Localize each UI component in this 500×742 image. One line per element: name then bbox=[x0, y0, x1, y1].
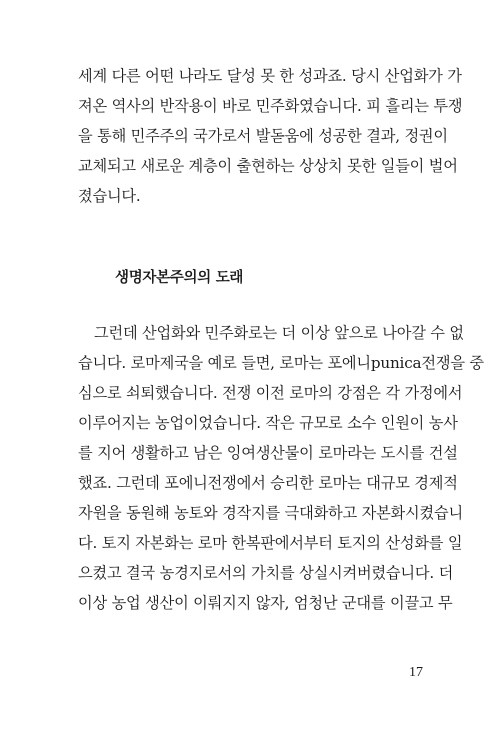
paragraph-1-line-1: 세계 다른 어떤 나라도 달성 못 한 성과죠. 당시 산업화가 가 bbox=[78, 67, 462, 85]
paragraph-1-line-4: 교체되고 새로운 계층이 출현하는 상상치 못한 일들이 벌어 bbox=[78, 157, 458, 175]
paragraph-2-line-10: 이상 농업 생산이 이뤄지지 않자, 엄청난 군대를 이끌고 무 bbox=[78, 594, 453, 612]
paragraph-2-line-2: 습니다. 로마제국을 예로 들면, 로마는 포에니punica전쟁을 중 bbox=[78, 354, 484, 372]
paragraph-1-line-2: 져온 역사의 반작용이 바로 민주화였습니다. 피 흘리는 투쟁 bbox=[78, 97, 463, 115]
section-heading: 생명자본주의의 도래 bbox=[115, 270, 244, 286]
paragraph-2-line-3: 심으로 쇠퇴했습니다. 전쟁 이전 로마의 강점은 각 가정에서 bbox=[78, 384, 463, 402]
paragraph-2-line-4: 이루어지는 농업이었습니다. 작은 규모로 소수 인원이 농사 bbox=[78, 414, 458, 432]
paragraph-1-line-5: 졌습니다. bbox=[78, 187, 141, 205]
page-number: 17 bbox=[409, 665, 423, 680]
paragraph-1-line-3: 을 통해 민주주의 국가로서 발돋움에 성공한 결과, 정권이 bbox=[78, 127, 448, 145]
paragraph-2-line-7: 자원을 동원해 농토와 경작지를 극대화하고 자본화시켰습니 bbox=[78, 504, 463, 522]
paragraph-2-line-1: 그런데 산업화와 민주화로는 더 이상 앞으로 나아갈 수 없 bbox=[94, 324, 464, 342]
paragraph-2-line-6: 했죠. 그런데 포에니전쟁에서 승리한 로마는 대규모 경제적 bbox=[78, 474, 458, 492]
paragraph-2-line-9: 으켰고 결국 농경지로서의 가치를 상실시켜버렸습니다. 더 bbox=[78, 564, 454, 582]
paragraph-2-line-8: 다. 토지 자본화는 로마 한복판에서부터 토지의 산성화를 일 bbox=[78, 534, 463, 552]
paragraph-2-line-5: 를 지어 생활하고 남은 잉여생산물이 로마라는 도시를 건설 bbox=[78, 444, 458, 462]
